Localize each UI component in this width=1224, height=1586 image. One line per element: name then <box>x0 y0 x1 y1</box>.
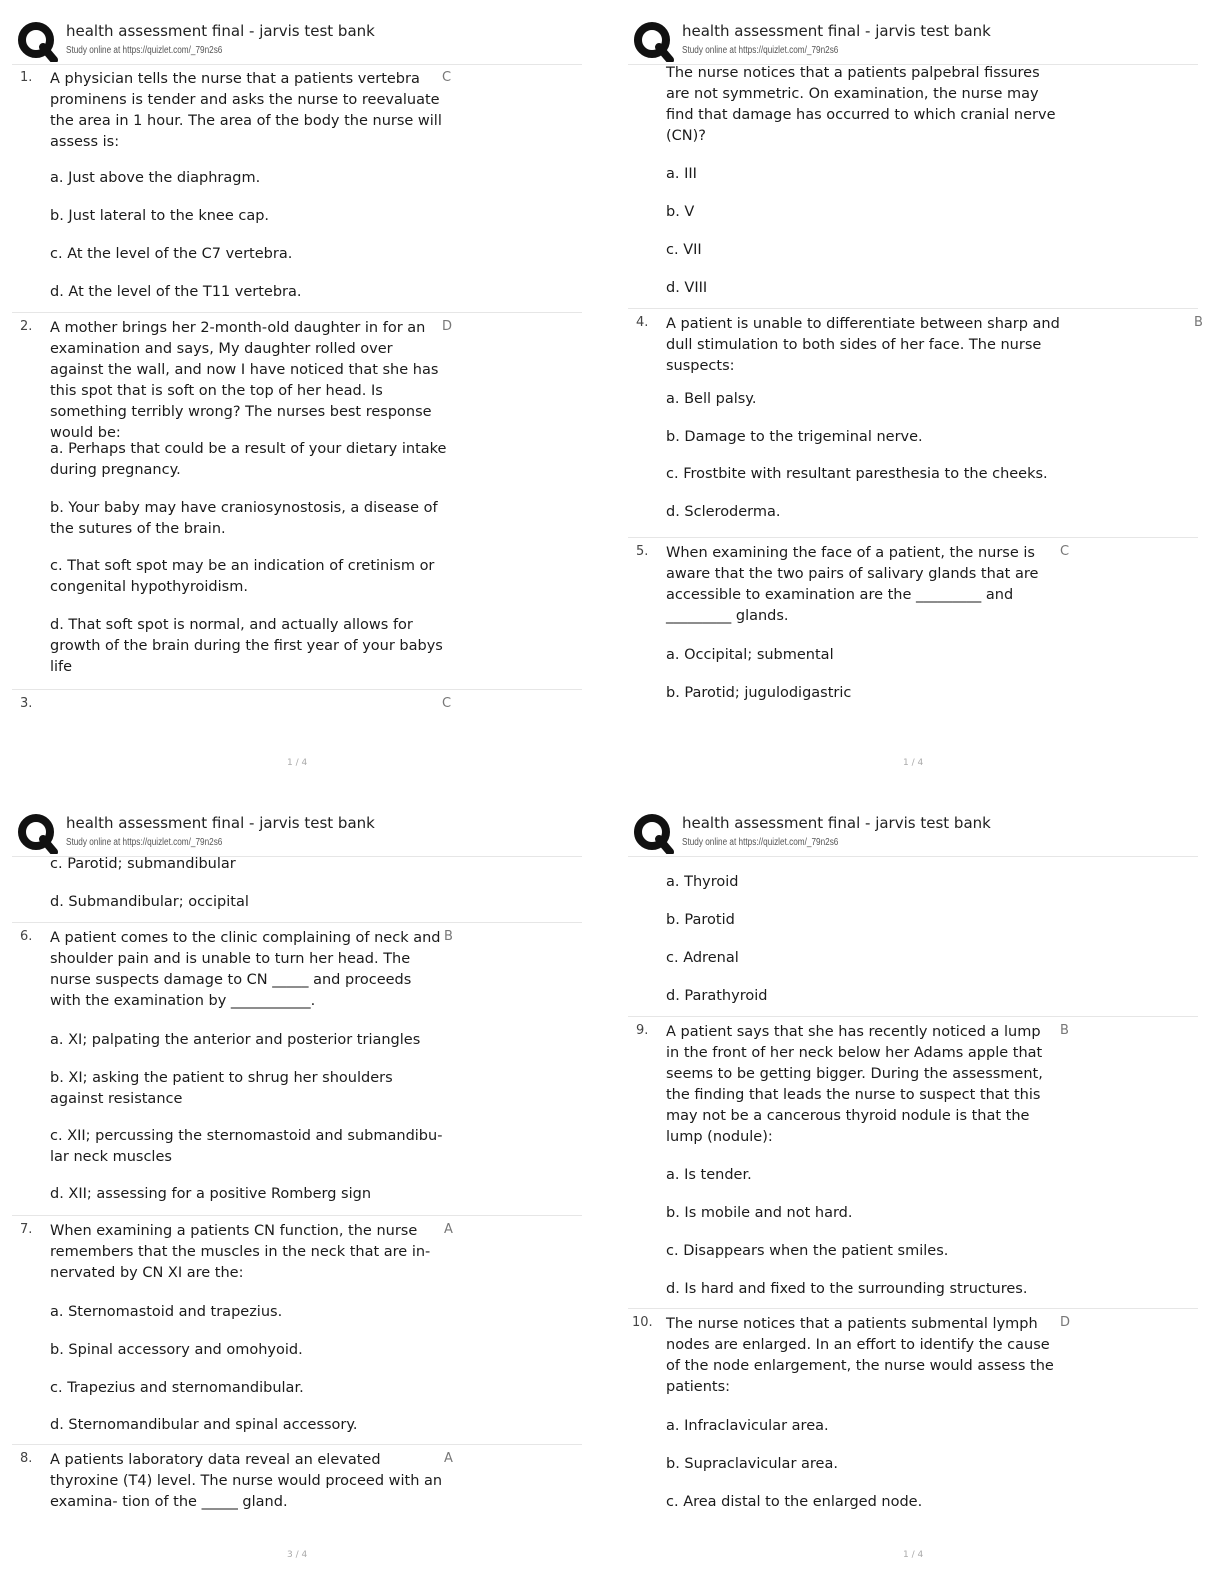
option-d: d. Is hard and fixed to the surrounding structures. <box>666 1281 1028 1297</box>
answer-letter: B <box>1194 315 1203 330</box>
page-number: 1 / 4 <box>903 758 924 768</box>
question-card <box>628 308 1203 538</box>
option-d: d. At the level of the T11 vertebra. <box>50 284 302 300</box>
question-card <box>12 1215 582 1445</box>
answer-letter: A <box>444 1222 453 1237</box>
page-number: 1 / 4 <box>287 758 308 768</box>
header-subtitle: Study online at https://quizlet.com/_79n2s6 <box>682 837 839 848</box>
question-number: 6. <box>20 929 33 944</box>
answer-letter: A <box>444 1451 453 1466</box>
question-card <box>12 312 582 689</box>
question-card <box>628 856 1198 1016</box>
question-card <box>12 64 582 312</box>
question-number: 2. <box>20 319 33 334</box>
option-b: b. Is mobile and not hard. <box>666 1205 853 1221</box>
answer-letter: D <box>1060 1315 1071 1330</box>
question-text: When examining the face of a patient, the nurse is aware that the two pairs of salivary glands that are accessible to examination are the _________ and _________ glands. <box>666 545 1039 624</box>
option-a: a. Sternomastoid and trapezius. <box>50 1304 283 1320</box>
header-subtitle: Study online at https://quizlet.com/_79n2s6 <box>66 837 223 848</box>
option-d: d. Parathyroid <box>666 988 768 1004</box>
option-b: b. Supraclavicular area. <box>666 1456 838 1472</box>
option-d: d. Sternomandibular and spinal accessory. <box>50 1417 358 1433</box>
question-text: The nurse notices that a patients submental lymph nodes are enlarged. In an effort to identify the cause of the node enlargement, the nurse would assess the patients: <box>666 1316 1054 1395</box>
option-c: c. XII; percussing the sternomastoid and submandibu- lar neck muscles <box>50 1128 443 1165</box>
option-d: d. Submandibular; occipital <box>50 894 249 910</box>
answer-letter: B <box>1060 1023 1069 1038</box>
question-card <box>12 922 582 1216</box>
question-number: 10. <box>632 1315 653 1330</box>
question-card <box>628 1016 1198 1309</box>
option-c: c. Disappears when the patient smiles. <box>666 1243 949 1259</box>
option-d: d. That soft spot is normal, and actually allows for growth of the brain during the first year of your babys life <box>50 617 443 675</box>
header-title: health assessment final - jarvis test bank <box>66 22 375 40</box>
option-b: b. XI; asking the patient to shrug her shoulders against resistance <box>50 1070 393 1107</box>
question-card <box>12 850 582 922</box>
header-title: health assessment final - jarvis test bank <box>66 814 375 832</box>
answer-letter: C <box>1060 544 1070 559</box>
option-a: a. Is tender. <box>666 1167 752 1183</box>
option-c: c. Adrenal <box>666 950 739 966</box>
option-b: b. Spinal accessory and omohyoid. <box>50 1342 303 1358</box>
option-a: a. Bell palsy. <box>666 391 757 407</box>
question-number: 8. <box>20 1451 33 1466</box>
option-b: b. Damage to the trigeminal nerve. <box>666 429 923 445</box>
page-header <box>628 806 1198 857</box>
option-b: b. Parotid; jugulodigastric <box>666 685 852 701</box>
option-a: a. Occipital; submental <box>666 647 834 663</box>
header-title: health assessment final - jarvis test bank <box>682 814 991 832</box>
question-text: When examining a patients CN function, the nurse remembers that the muscles in the neck that are in- nervated by CN XI are the: <box>50 1223 431 1281</box>
option-b: b. Parotid <box>666 912 735 928</box>
question-text: A patient says that she has recently noticed a lump in the front of her neck below her Adams apple that seems to be getting bigger. During the assessment, the finding that leads the nurse to suspect that this may not be a cancerous thyroid nodule is that the lump (nodule): <box>666 1024 1043 1145</box>
question-card <box>12 689 582 730</box>
header-title: health assessment final - jarvis test bank <box>682 22 991 40</box>
option-d: d. Scleroderma. <box>666 504 781 520</box>
option-c: c. At the level of the C7 vertebra. <box>50 246 293 262</box>
question-text: A physician tells the nurse that a patients vertebra prominens is tender and asks the nurse to reevaluate the area in 1 hour. The area of the body the nurse will assess is: <box>50 71 442 150</box>
quizlet-logo-icon <box>16 20 58 62</box>
answer-letter: B <box>444 929 453 944</box>
quizlet-logo-icon <box>632 20 674 62</box>
quizlet-logo-icon <box>16 812 58 854</box>
question-text: A patients laboratory data reveal an elevated thyroxine (T4) level. The nurse would proceed with an examina- tion of the _____ gland. <box>50 1452 443 1510</box>
question-card <box>628 537 1198 718</box>
option-c: c. Area distal to the enlarged node. <box>666 1494 923 1510</box>
question-card <box>628 58 1198 308</box>
option-d: d. XII; assessing for a positive Romberg sign <box>50 1186 372 1202</box>
option-b: b. Your baby may have craniosynostosis, a disease of the sutures of the brain. <box>50 500 438 537</box>
option-a: a. Infraclavicular area. <box>666 1418 829 1434</box>
option-c: c. That soft spot may be an indication of cretinism or congenital hypothyroidism. <box>50 558 435 595</box>
question-number: 1. <box>20 70 33 85</box>
page-number: 3 / 4 <box>287 1550 308 1560</box>
answer-letter: D <box>442 319 453 334</box>
option-c: c. Trapezius and sternomandibular. <box>50 1380 304 1396</box>
question-text: A patient comes to the clinic complaining of neck and shoulder pain and is unable to turn her head. The nurse suspects damage to CN _____ and proceeds with the examination by ___________. <box>50 930 441 1009</box>
question-number: 3. <box>20 696 33 711</box>
option-a: a. XI; palpating the anterior and posterior triangles <box>50 1032 421 1048</box>
question-number: 9. <box>636 1023 649 1038</box>
page-1 <box>12 14 612 794</box>
question-number: 5. <box>636 544 649 559</box>
option-a: a. III <box>666 166 697 182</box>
option-a: a. Perhaps that could be a result of your dietary intake during pregnancy. <box>50 441 447 478</box>
page-2 <box>628 14 1224 794</box>
answer-letter: C <box>442 70 452 85</box>
page-4 <box>628 806 1224 1586</box>
question-text: A mother brings her 2-month-old daughter in for an examination and says, My daughter rolled over against the wall, and now I have noticed that she has this spot that is soft on the top of her head. Is something terribly wrong? The nurses best response would be: <box>50 320 439 441</box>
page-3 <box>12 806 612 1586</box>
header-subtitle: Study online at https://quizlet.com/_79n2s6 <box>66 45 223 56</box>
option-d: d. VIII <box>666 280 708 296</box>
question-number: 4. <box>636 315 649 330</box>
option-c: c. Parotid; submandibular <box>50 856 236 872</box>
question-card <box>12 1444 582 1525</box>
option-c: c. Frostbite with resultant paresthesia to the cheeks. <box>666 466 1048 482</box>
header-subtitle: Study online at https://quizlet.com/_79n2s6 <box>682 45 839 56</box>
question-text: The nurse notices that a patients palpebral fissures are not symmetric. On examination, the nurse may find that damage has occurred to which cranial nerve (CN)? <box>666 65 1056 144</box>
answer-letter: C <box>442 696 452 711</box>
option-b: b. Just lateral to the knee cap. <box>50 208 270 224</box>
question-card <box>628 1308 1198 1529</box>
page-header <box>12 14 582 65</box>
question-number: 7. <box>20 1222 33 1237</box>
question-text: A patient is unable to differentiate between sharp and dull stimulation to both sides of her face. The nurse suspects: <box>666 316 1060 374</box>
option-a: a. Just above the diaphragm. <box>50 170 261 186</box>
option-a: a. Thyroid <box>666 874 739 890</box>
option-b: b. V <box>666 204 695 220</box>
option-c: c. VII <box>666 242 702 258</box>
page-number: 1 / 4 <box>903 1550 924 1560</box>
quizlet-logo-icon <box>632 812 674 854</box>
